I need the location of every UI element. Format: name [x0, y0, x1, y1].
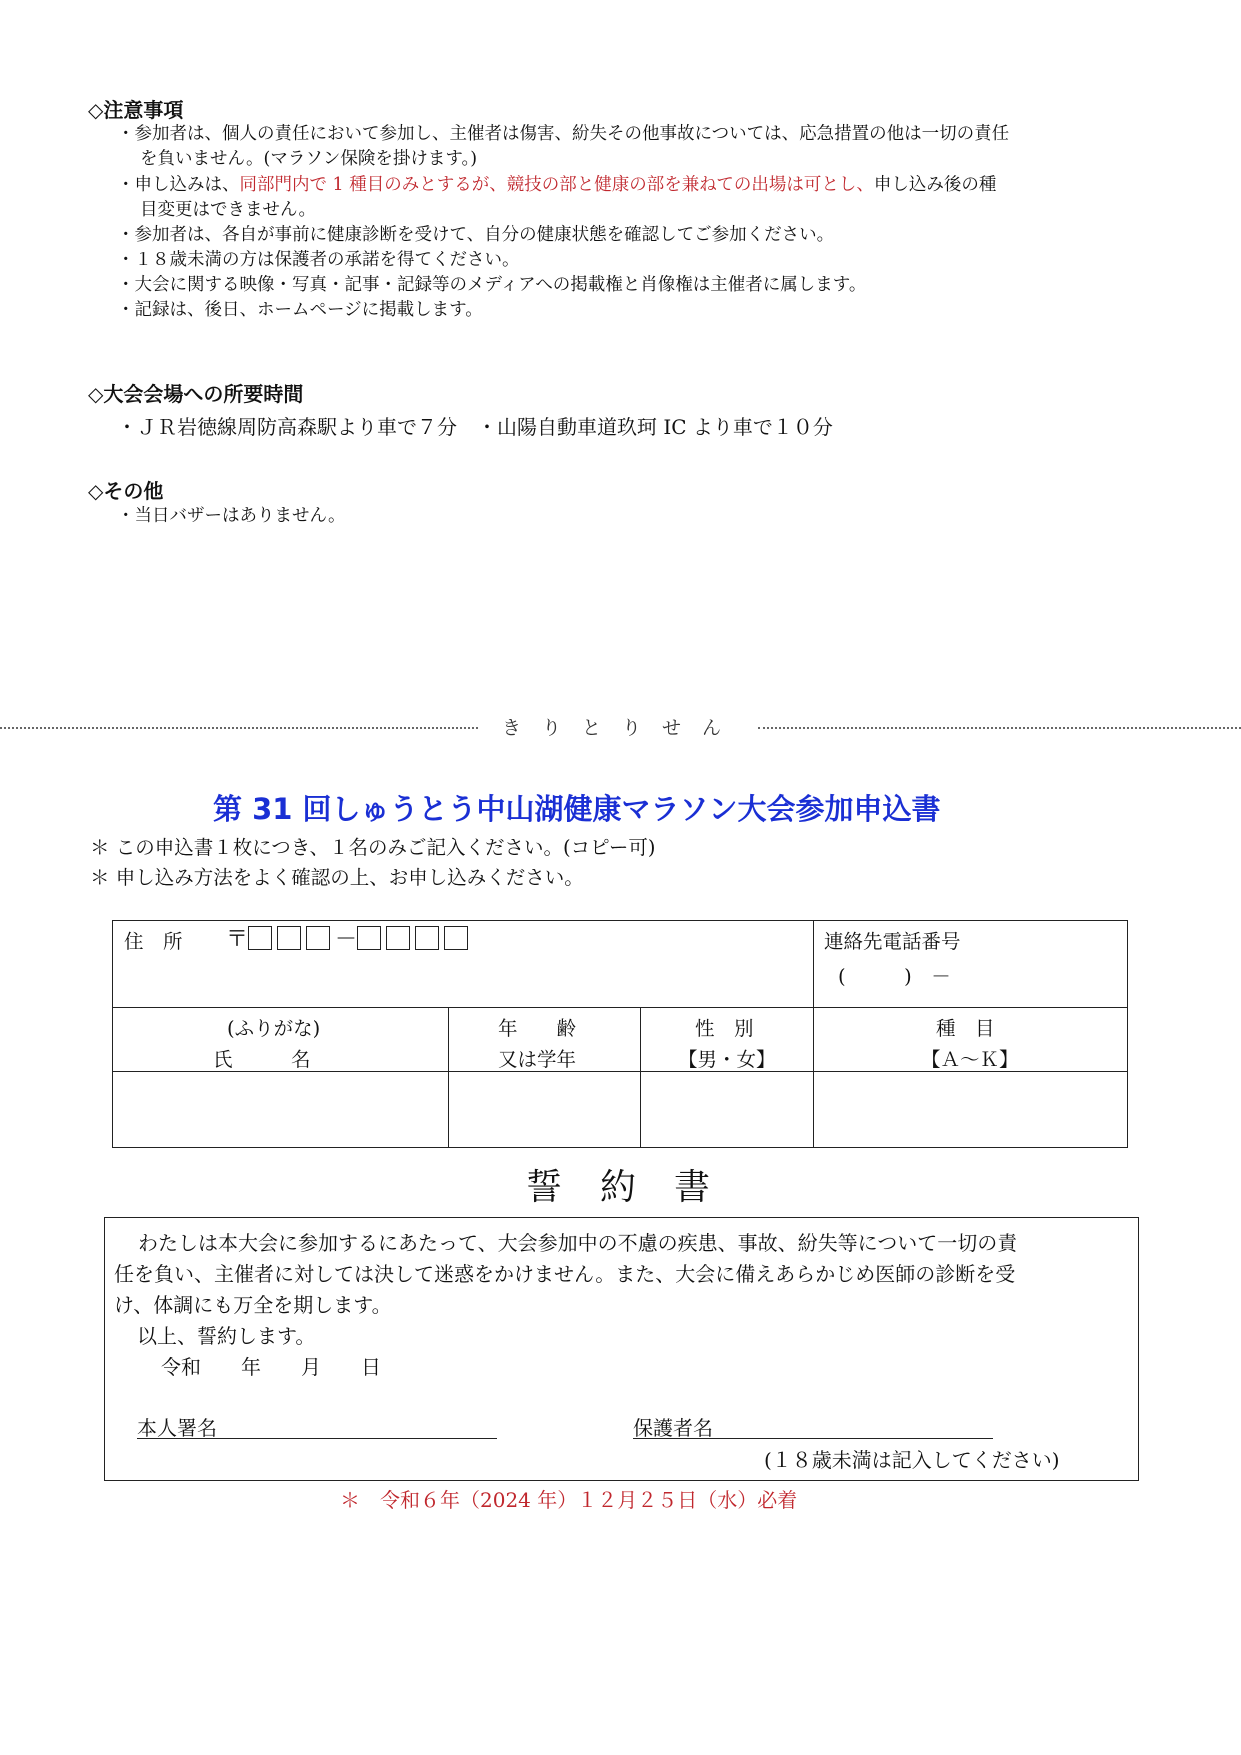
- note-item: 目変更はできません。: [140, 200, 317, 220]
- self-signature-label: 本人署名: [137, 1416, 217, 1440]
- note-item: を負いません。(マラソン保険を掛けます。): [140, 149, 478, 169]
- deadline-notice: ＊ 令和６年（2024 年）１２月２５日（水）必着: [340, 1488, 798, 1512]
- postal-digit-box[interactable]: [277, 926, 301, 950]
- sex-header: 性 別: [695, 1017, 754, 1040]
- table-divider: [448, 1007, 449, 1147]
- access-line: ・ＪＲ岩徳線周防高森駅より車で７分 ・山陽自動車道玖珂 IC より車で１０分: [117, 415, 833, 439]
- postal-code-field[interactable]: [226, 922, 473, 953]
- sex-input[interactable]: [642, 1073, 812, 1145]
- note-item: ・１８歳未満の方は保護者の承諾を得てください。: [117, 250, 520, 270]
- note-item: [117, 173, 996, 198]
- self-signature-line[interactable]: [137, 1438, 497, 1439]
- pledge-title: 誓約書: [526, 1167, 749, 1208]
- pledge-text: 任を負い、主催者に対しては決して迷惑をかけません。また、大会に備えあらかじめ医師の診断を受: [114, 1262, 1016, 1286]
- pledge-text: け、体調にも万全を期します。: [114, 1293, 392, 1317]
- table-divider: [640, 1007, 641, 1147]
- form-title: 第 31 回しゅうとう中山湖健康マラソン大会参加申込書: [213, 792, 941, 826]
- note-item: ・大会に関する映像・写真・記事・記録等のメディアへの掲載権と肖像権は主催者に属します。: [117, 275, 867, 295]
- note-item: ・参加者は、各自が事前に健康診断を受けて、自分の健康状態を確認してご参加ください。: [117, 225, 835, 245]
- event-options: 【Ａ～Ｋ】: [921, 1048, 1019, 1071]
- phone-label: 連絡先電話番号: [824, 930, 961, 953]
- other-heading: ◇その他: [88, 479, 164, 503]
- pledge-date: 令和 年 月 日: [161, 1355, 381, 1379]
- age-header: 年 齢: [498, 1017, 577, 1040]
- event-header: 種 目: [936, 1017, 995, 1040]
- phone-field[interactable]: ( ) －: [838, 965, 951, 988]
- guardian-signature-line[interactable]: [633, 1438, 993, 1439]
- postal-digit-box[interactable]: [386, 926, 410, 950]
- event-input[interactable]: [815, 1073, 1126, 1145]
- postal-digit-box[interactable]: [444, 926, 468, 950]
- table-divider: [112, 1007, 1128, 1008]
- cut-line-left: [0, 727, 478, 729]
- note-item: ・参加者は、個人の責任において参加し、主催者は傷害、紛失その他事故については、応急措置の他は一切の責任: [117, 124, 1010, 144]
- postal-digit-box[interactable]: [415, 926, 439, 950]
- guardian-signature-label: 保護者名: [633, 1416, 713, 1440]
- postal-digit-box[interactable]: [248, 926, 272, 950]
- age-input[interactable]: [450, 1073, 639, 1145]
- name-header: 氏 名: [213, 1048, 311, 1071]
- cut-line-right: [758, 727, 1241, 729]
- access-heading: ◇大会会場への所要時間: [88, 382, 304, 406]
- pledge-text: 以上、誓約します。: [137, 1324, 316, 1348]
- grade-header: 又は学年: [498, 1048, 577, 1071]
- form-instruction: ＊ 申し込み方法をよく確認の上、お申し込みください。: [90, 866, 584, 889]
- note-text: 申し込み後の種: [873, 175, 997, 195]
- note-item: ・記録は、後日、ホームページに掲載します。: [117, 300, 483, 320]
- postal-digit-box[interactable]: [306, 926, 330, 950]
- note-highlight: 同部門内で 1 種目のみとするが、競技の部と健康の部を兼ねての出場は可とし、: [239, 175, 874, 195]
- table-divider: [813, 920, 814, 1147]
- guardian-note: (１８歳未満は記入してください): [764, 1448, 1060, 1472]
- other-line: ・当日バザーはありません。: [117, 506, 346, 526]
- postal-digit-box[interactable]: [357, 926, 381, 950]
- sex-options: 【男・女】: [678, 1048, 776, 1071]
- name-header-furigana: (ふりがな): [227, 1017, 321, 1040]
- cut-line-label: きりとりせん: [502, 717, 743, 739]
- pledge-text: わたしは本大会に参加するにあたって、大会参加中の不慮の疾患、事故、紛失等について一切の責: [138, 1231, 1018, 1255]
- address-label: 住 所: [124, 930, 183, 953]
- name-input[interactable]: [114, 1073, 447, 1145]
- note-text: ・申し込みは、: [117, 175, 240, 195]
- postal-mark: 〒: [226, 927, 249, 952]
- notes-heading: ◇注意事項: [88, 98, 184, 122]
- postal-dash: －: [335, 927, 358, 952]
- form-instruction: ＊ この申込書１枚につき、１名のみご記入ください。(コピー可): [90, 836, 656, 859]
- pledge-box: [104, 1217, 1139, 1481]
